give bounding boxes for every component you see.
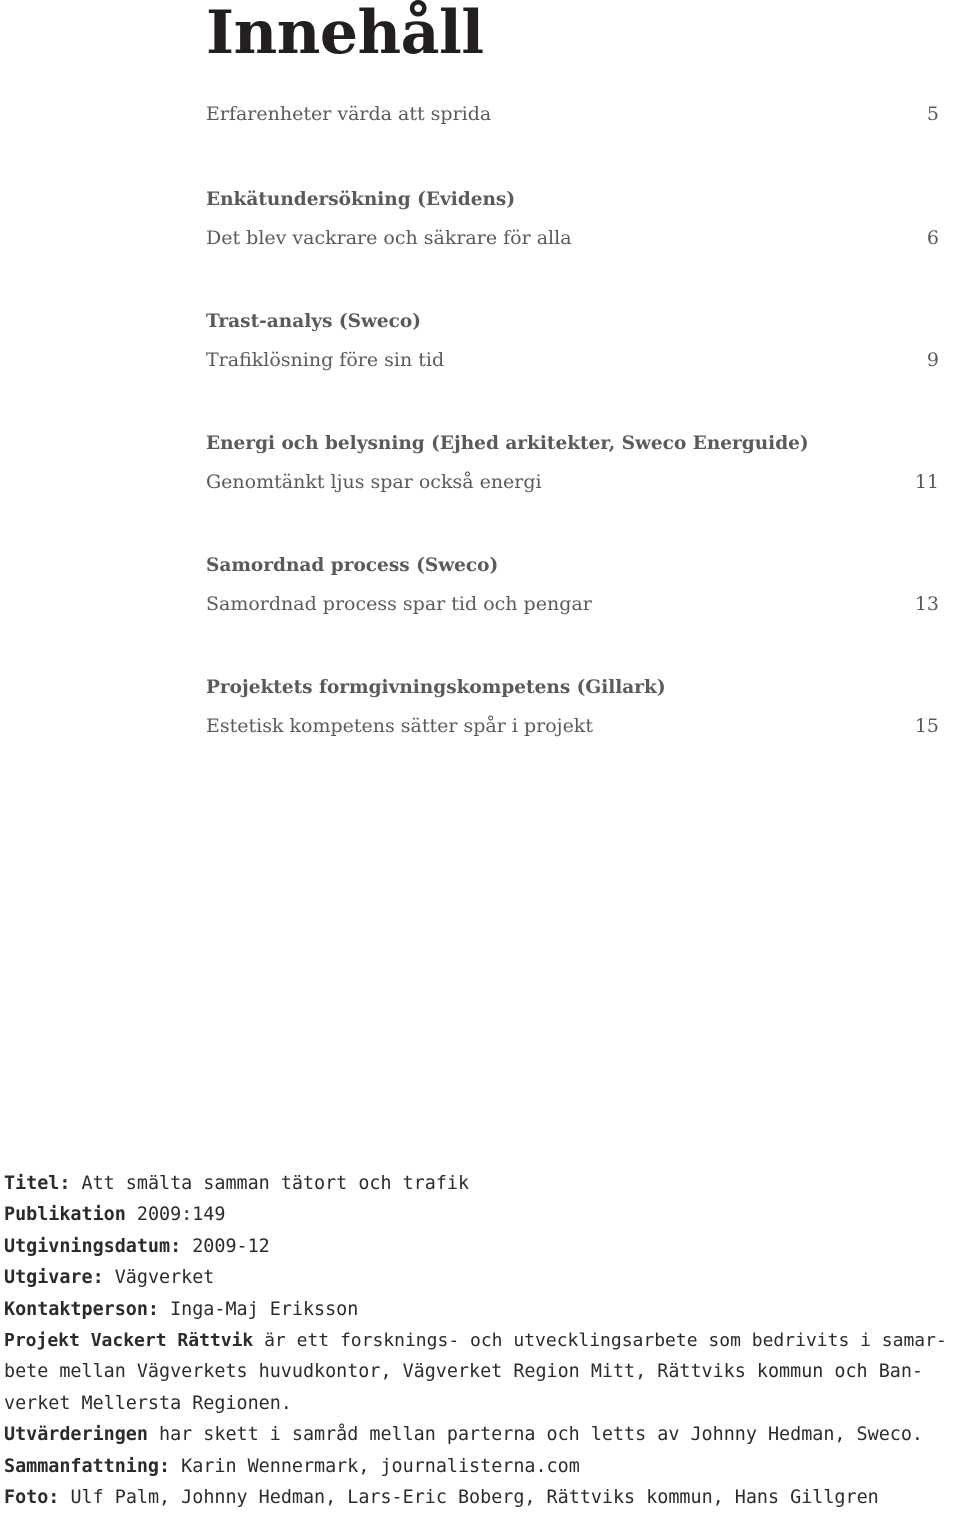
imprint-label: Sammanfattning: [4, 1455, 171, 1477]
imprint-label: Publikation [4, 1204, 126, 1226]
table-of-contents [206, 103, 939, 769]
toc-page-number: 11 [914, 471, 939, 493]
imprint-value: Att smälta samman tätort och trafik [81, 1173, 470, 1194]
publication-imprint [4, 1168, 956, 1513]
toc-entry-heading: Trast-analys (Sweco) [206, 311, 422, 332]
imprint-photo-line [4, 1482, 956, 1513]
toc-entry[interactable] [206, 311, 939, 436]
toc-page-number: 5 [926, 103, 939, 125]
imprint-value: Vägverket [114, 1267, 215, 1289]
toc-entry-title: Trafiklösning före sin tid [206, 349, 445, 371]
imprint-value: 2009-12 [192, 1235, 270, 1257]
page-title: Innehåll [206, 0, 484, 68]
imprint-contact-line [4, 1294, 956, 1325]
imprint-label: Utgivningsdatum: [4, 1235, 182, 1257]
imprint-label: Utgivare: [4, 1267, 104, 1289]
toc-entry-heading: Projektets formgivningskompetens (Gillark) [206, 677, 666, 698]
imprint-label: Titel: [4, 1173, 71, 1194]
toc-page-number: 15 [914, 715, 939, 737]
imprint-project-line: bete mellan Vägverkets huvudkontor, Vägverket Region Mitt, Rättviks kommun och Ban- [4, 1361, 923, 1383]
imprint-project-line: verket Mellersta Regionen. [4, 1392, 292, 1414]
imprint-publisher-line [4, 1262, 956, 1293]
toc-entry-title: Samordnad process spar tid och pengar [206, 593, 592, 615]
imprint-evaluation-line [4, 1419, 956, 1450]
imprint-publication-line [4, 1199, 956, 1230]
imprint-value: har skett i samråd mellan parterna och letts av Johnny Hedman, Sweco. [159, 1424, 923, 1446]
imprint-project-line [4, 1325, 956, 1356]
toc-page-number: 6 [926, 227, 939, 249]
toc-entry[interactable] [206, 658, 939, 769]
imprint-summary-line [4, 1451, 956, 1482]
toc-entry-title: Erfarenheter värda att sprida [206, 103, 492, 125]
toc-page-number: 13 [914, 593, 939, 615]
toc-entry[interactable] [206, 433, 939, 547]
toc-entry-title: Genomtänkt ljus spar också energi [206, 471, 542, 493]
imprint-value: Inga-Maj Eriksson [170, 1298, 359, 1320]
imprint-label: Kontaktperson: [4, 1298, 160, 1320]
toc-entry-title: Det blev vackrare och säkrare för alla [206, 227, 572, 249]
imprint-title-line [4, 1168, 956, 1199]
toc-entry-heading: Enkätundersökning (Evidens) [206, 189, 516, 210]
imprint-value: 2009:149 [136, 1204, 226, 1226]
toc-page-number: 9 [926, 349, 939, 371]
toc-entry-heading: Energi och belysning (Ejhed arkitekter, Sweco Energuide) [206, 433, 809, 454]
imprint-value: är ett forsknings- och utvecklingsarbete som bedrivits i samar- [264, 1330, 947, 1352]
imprint-label: Utvärderingen [4, 1424, 148, 1446]
imprint-date-line [4, 1231, 956, 1262]
toc-entry[interactable] [206, 547, 939, 658]
imprint-value: Ulf Palm, Johnny Hedman, Lars-Eric Boberg, Rättviks kommun, Hans Gillgren [70, 1487, 879, 1509]
toc-entry[interactable] [206, 189, 939, 325]
toc-entry-title: Estetisk kompetens sätter spår i projekt [206, 715, 593, 737]
imprint-value: Karin Wennermark, journalisterna.com [181, 1455, 580, 1477]
imprint-label: Projekt Vackert Rättvik [4, 1330, 254, 1352]
toc-entry-heading: Samordnad process (Sweco) [206, 555, 499, 576]
imprint-label: Foto: [4, 1487, 60, 1509]
